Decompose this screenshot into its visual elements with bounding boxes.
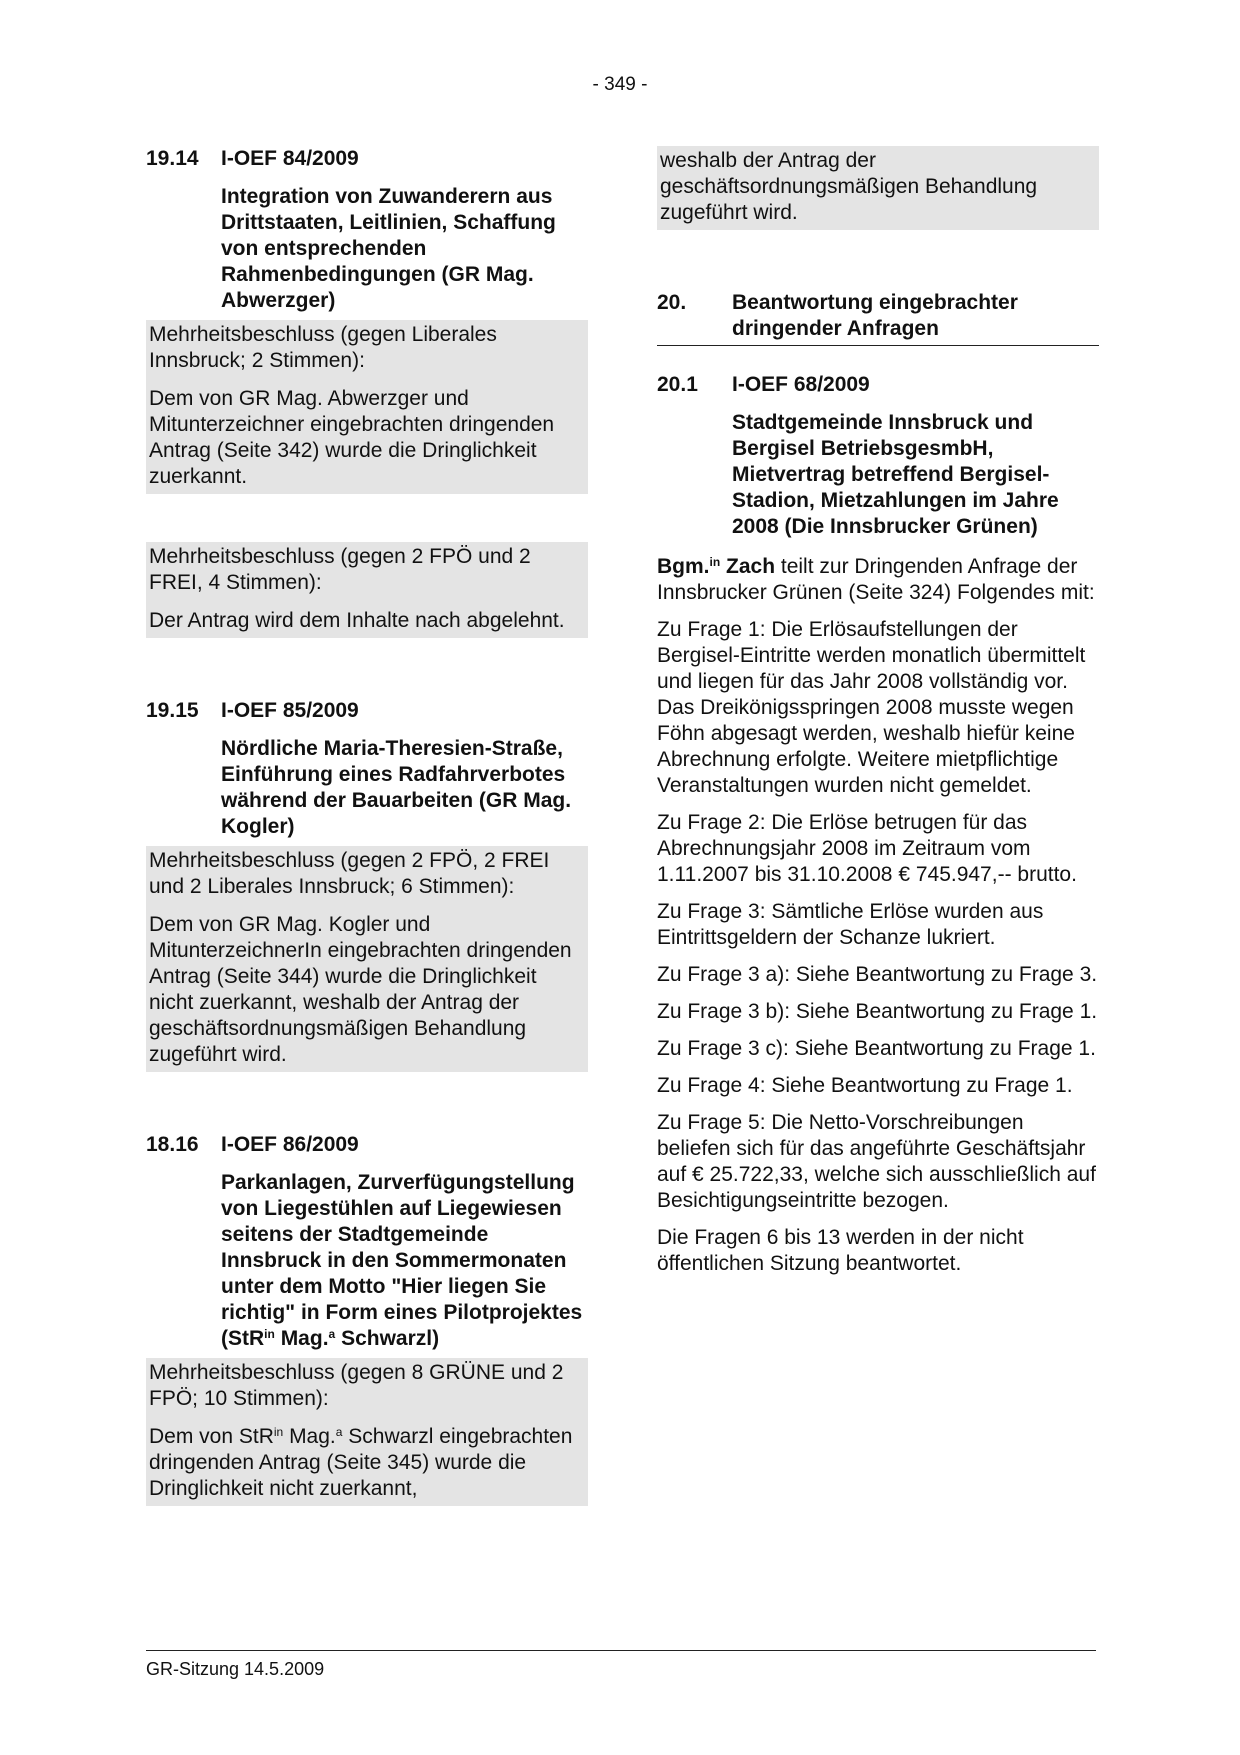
item-code: I-OEF 84/2009 bbox=[221, 147, 359, 170]
item-title: Nördliche Maria-Theresien-Straße, Einführung eines Radfahrverbotes während der Bauarbeiten (GR Mag. Kogler) bbox=[221, 737, 572, 838]
continuation-box bbox=[657, 146, 1099, 230]
section-number: 20. bbox=[657, 291, 687, 314]
vote-result: Mehrheitsbeschluss (gegen 8 GRÜNE und 2 FPÖ; 10 Stimmen): bbox=[149, 1361, 564, 1410]
item-title: Stadtgemeinde Innsbruck und Bergisel BetriebsgesmbH, Mietvertrag betreffend Bergisel-Stadion, Mietzahlungen im Jahre 2008 (Die Innsbrucker Grünen) bbox=[732, 411, 1059, 538]
item-19-15 bbox=[146, 698, 588, 1072]
resolution-text: Dem von GR Mag. Abwerzger und Mitunterzeichner eingebrachten dringenden Antrag (Seite 342) wurde die Dringlichkeit zuerkannt. bbox=[149, 387, 555, 488]
right-column bbox=[657, 146, 1099, 1288]
item-heading bbox=[657, 372, 1099, 398]
item-title: Integration von Zuwanderern aus Drittstaaten, Leitlinien, Schaffung von entsprechenden Rahmenbedingungen (GR Mag. Abwerzger) bbox=[221, 185, 556, 312]
section-heading bbox=[657, 290, 1099, 346]
item-title: Parkanlagen, Zurverfügungstellung von Liegestühlen auf Liegewiesen seitens der Stadtgemeinde Innsbruck in den Sommermonaten unter dem Motto "Hier liegen Sie richtig" in Form eines Pilotprojektes (StR$^{in}$ Mag.$^a$ Schwarzl) bbox=[221, 1171, 583, 1350]
item-20-1 bbox=[657, 372, 1099, 540]
left-column bbox=[146, 146, 588, 1506]
item-19-14 bbox=[146, 146, 588, 638]
page-number: - 349 - bbox=[592, 74, 648, 95]
answer-paragraph: Zu Frage 5: Die Netto-Vorschreibungen beliefen sich für das angeführte Geschäftsjahr auf € 25.722,33, welche sich ausschließlich auf Besichtigungseintritte bezogen. bbox=[657, 1111, 1096, 1212]
resolution-box bbox=[146, 1358, 588, 1506]
answer-paragraph: Zu Frage 3 a): Siehe Beantwortung zu Frage 3. bbox=[657, 963, 1098, 986]
resolution-text: Der Antrag wird dem Inhalte nach abgelehnt. bbox=[149, 609, 565, 632]
answer-body bbox=[657, 554, 1099, 1277]
item-heading bbox=[146, 146, 588, 172]
vote-result: Mehrheitsbeschluss (gegen Liberales Innsbruck; 2 Stimmen): bbox=[149, 323, 497, 372]
item-heading bbox=[146, 1132, 588, 1158]
item-code: I-OEF 86/2009 bbox=[221, 1133, 359, 1156]
answer-paragraph: Zu Frage 4: Siehe Beantwortung zu Frage 1. bbox=[657, 1074, 1073, 1097]
vote-result: Mehrheitsbeschluss (gegen 2 FPÖ und 2 FREI, 4 Stimmen): bbox=[149, 545, 531, 594]
answer-paragraph: Zu Frage 3 c): Siehe Beantwortung zu Frage 1. bbox=[657, 1037, 1096, 1060]
answer-paragraph: Zu Frage 2: Die Erlöse betrugen für das Abrechnungsjahr 2008 im Zeitraum vom 1.11.2007 bis 31.10.2008 € 745.947,-- brutto. bbox=[657, 811, 1077, 886]
item-number: 18.16 bbox=[146, 1133, 199, 1156]
item-code: I-OEF 68/2009 bbox=[732, 373, 870, 396]
footer-divider bbox=[146, 1650, 1096, 1651]
item-heading bbox=[146, 698, 588, 724]
answer-paragraph: Zu Frage 3 b): Siehe Beantwortung zu Frage 1. bbox=[657, 1000, 1098, 1023]
answer-intro: Bgm.$^{in}$ Zach teilt zur Dringenden Anfrage der Innsbrucker Grünen (Seite 324) Folgendes mit: bbox=[657, 555, 1095, 604]
answer-paragraph: Die Fragen 6 bis 13 werden in der nicht öffentlichen Sitzung beantwortet. bbox=[657, 1226, 1024, 1275]
answer-paragraph: Zu Frage 3: Sämtliche Erlöse wurden aus Eintrittsgeldern der Schanze lukriert. bbox=[657, 900, 1044, 949]
item-number: 19.15 bbox=[146, 699, 199, 722]
answer-paragraph: Zu Frage 1: Die Erlösaufstellungen der Bergisel-Eintritte werden monatlich übermittelt und liegen für das Jahr 2008 vollständig vor. Das Dreikönigsspringen 2008 musste wegen Föhn abgesagt werden, weshalb hiefür keine Abrechnung erfolgte. Weitere mietpflichtige Veranstaltungen wurden nicht gemeldet. bbox=[657, 618, 1086, 797]
footer-session-date: GR-Sitzung 14.5.2009 bbox=[146, 1659, 325, 1679]
resolution-text: Dem von GR Mag. Kogler und MitunterzeichnerIn eingebrachten dringenden Antrag (Seite 344) wurde die Dringlichkeit nicht zuerkannt, weshalb der Antrag der geschäftsordnungsmäßigen Behandlung zugeführt wird. bbox=[149, 913, 572, 1066]
resolution-box bbox=[146, 846, 588, 1072]
item-18-16 bbox=[146, 1132, 588, 1506]
item-code: I-OEF 85/2009 bbox=[221, 699, 359, 722]
section-title: Beantwortung eingebrachter dringender Anfragen bbox=[732, 291, 1018, 340]
resolution-box bbox=[146, 320, 588, 494]
resolution-text: Dem von StR$^{in}$ Mag.$^a$ Schwarzl eingebrachten dringenden Antrag (Seite 345) wurde die Dringlichkeit nicht zuerkannt, bbox=[149, 1425, 573, 1500]
continuation-text: weshalb der Antrag der geschäftsordnungsmäßigen Behandlung zugeführt wird. bbox=[660, 149, 1038, 224]
item-number: 20.1 bbox=[657, 373, 698, 396]
vote-result: Mehrheitsbeschluss (gegen 2 FPÖ, 2 FREI und 2 Liberales Innsbruck; 6 Stimmen): bbox=[149, 849, 550, 898]
resolution-box bbox=[146, 542, 588, 638]
item-number: 19.14 bbox=[146, 147, 199, 170]
